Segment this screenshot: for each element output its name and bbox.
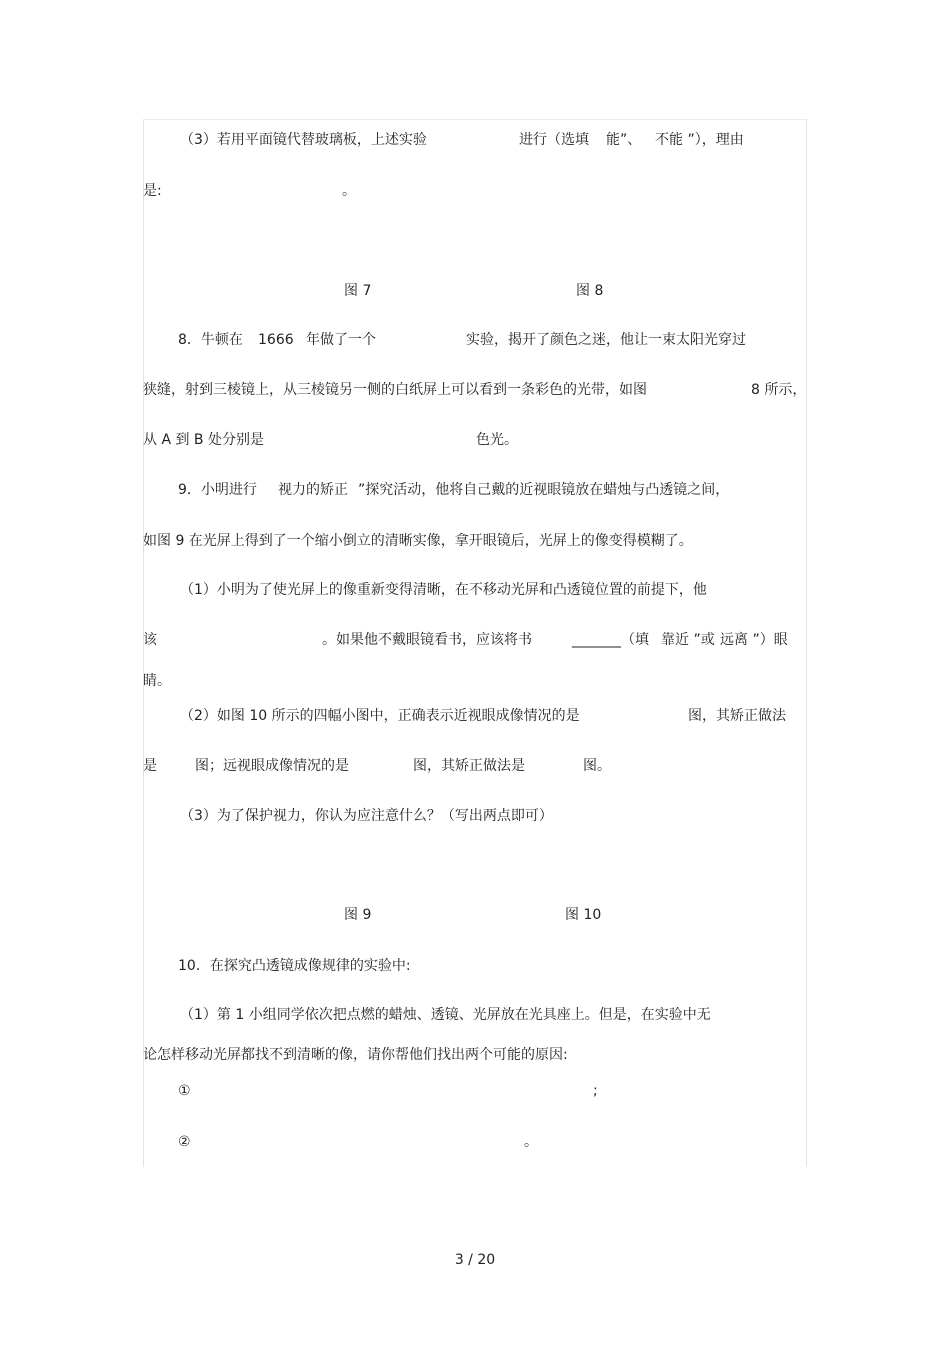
q7-3-text-b: 进行（选填 [519,132,589,148]
figure-9-caption: 图 9 [344,907,372,923]
q9-1-text-b: 。如果他不戴眼镜看书，应该将书 [322,632,532,648]
q9-1-blank: _______（填 [572,632,649,648]
q7-3-reason-label: 是: [143,183,162,199]
q9-1-eye: 睛。 [143,673,171,689]
q10-start: 10．在探究凸透镜成像规律的实验中: [178,958,411,974]
q9-1-text: （1）小明为了使光屏上的像重新变得清晰，在不移动光屏和凸透镜位置的前提下，他 [180,582,707,598]
q9-2-text-b: 图，其矫正做法 [688,708,786,724]
figure-8-caption: 图 8 [576,283,604,299]
q10-reason-1-end: ; [593,1083,598,1099]
q10-reason-1-marker: ① [178,1083,191,1099]
q9-3-text: （3）为了保护视力，你认为应注意什么？（写出两点即可） [180,808,553,824]
q7-3-option-cannot: 不能 ”），理由 [655,132,744,148]
q10-reason-2-end: 。 [524,1134,538,1150]
q9-1-option-near: 靠近 ”或 [661,632,715,648]
q8-text-a: 年做了一个 [306,332,376,348]
q10-1-text: （1）第 1 小组同学依次把点燃的蜡烛、透镜、光屏放在光具座上。但是，在实验中无 [180,1007,711,1023]
q8-text-b: 实验，揭开了颜色之迷，他让一束太阳光穿过 [466,332,746,348]
q8-text-c: 狭缝，射到三棱镜上，从三棱镜另一侧的白纸屏上可以看到一条彩色的光带，如图 [143,382,647,398]
page-number: 3 / 20 [454,1252,496,1268]
q9-start: 9．小明进行 [178,482,257,498]
figure-7-caption: 图 7 [344,283,372,299]
q9-2-text: （2）如图 10 所示的四幅小图中，正确表示近视眼成像情况的是 [180,708,580,724]
q8-text-f: 色光。 [476,432,518,448]
q7-3-reason-end: 。 [342,183,356,199]
q9-1-option-far: 远离 ”）眼 [720,632,788,648]
q9-2-text-d: 图；远视眼成像情况的是 [195,758,349,774]
q9-text-a: ”探究活动，他将自己戴的近视眼镜放在蜡烛与凸透镜之间， [358,482,730,498]
q8-text-d: 8 所示， [751,382,807,398]
q8-start: 8．牛顿在 [178,332,243,348]
q9-2-text-c: 是 [143,758,157,774]
figure-10-caption: 图 10 [565,907,602,923]
q8-year: 1666 [258,332,294,348]
q7-3-option-can: 能”、 [606,132,642,148]
q9-2-text-f: 图。 [583,758,611,774]
q9-text-b: 如图 9 在光屏上得到了一个缩小倒立的清晰实像，拿开眼镜后，光屏上的像变得模糊了。 [143,533,693,549]
q8-text-e: 从 A 到 B 处分别是 [143,432,264,448]
q9-1-should: 该 [143,632,157,648]
q9-activity: 视力的矫正 [278,482,348,498]
q10-reason-2-marker: ② [178,1134,191,1150]
q10-1-text-b: 论怎样移动光屏都找不到清晰的像，请你帮他们找出两个可能的原因: [143,1047,568,1063]
q7-3-text: （3）若用平面镜代替玻璃板，上述实验 [180,132,427,148]
q9-2-text-e: 图，其矫正做法是 [413,758,525,774]
